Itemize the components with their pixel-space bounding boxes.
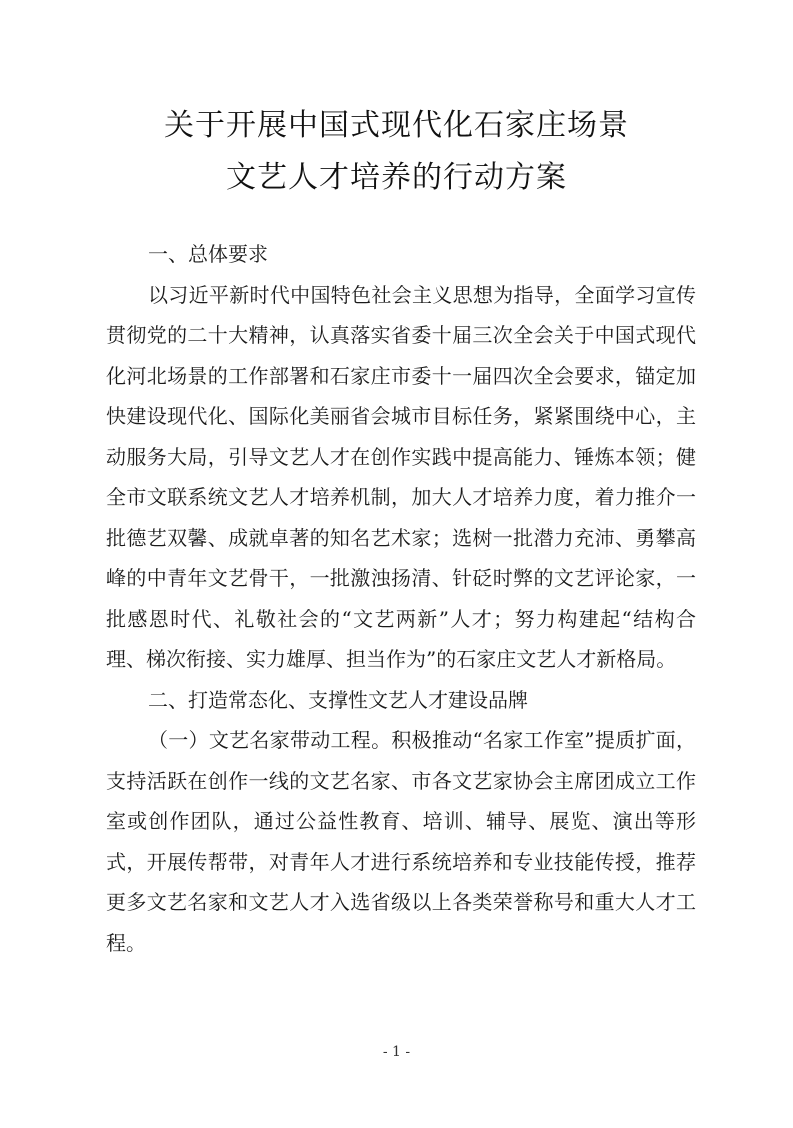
document-body	[106, 234, 696, 963]
section-1-paragraph: 以习近平新时代中国特色社会主义思想为指导，全面学习宣传贯彻党的二十大精神，认真落实省委十届三次全会关于中国式现代化河北场景的工作部署和石家庄市委十一届四次全会要求，锚定加快建设现代化、国际化美丽省会城市目标任务，紧紧围绕中心，主动服务大局，引导文艺人才在创作实践中提高能力、锤炼本领；健全市文联系统文艺人才培养机制，加大人才培养力度，着力推介一批德艺双馨、成就卓著的知名艺术家；选树一批潜力充沛、勇攀高峰的中青年文艺骨干，一批激浊扬清、针砭时弊的文艺评论家，一批感恩时代、礼敬社会的“文艺两新”人才；努力构建起“结构合理、梯次衔接、实力雄厚、担当作为”的石家庄文艺人才新格局。	[106, 282, 696, 671]
section-2-item-1-lead: （一）文艺名家带动工程。	[148, 728, 392, 752]
section-2-heading: 二、打造常态化、支撑性文艺人才建设品牌	[148, 687, 528, 712]
section-2-item-1-paragraph	[106, 720, 696, 963]
section-2-item-1-text: 积极推动“名家工作室”提质扩面，支持活跃在创作一线的文艺名家、市各文艺家协会主席团成立工作室或创作团队，通过公益性教育、培训、辅导、展览、演出等形式，开展传帮带，对青年人才进行系统培养和专业技能传授，推荐更多文艺名家和文艺人才入选省级以上各类荣誉称号和重大人才工程。	[106, 728, 697, 955]
page-number: - 1 -	[382, 1044, 411, 1060]
section-1-heading: 一、总体要求	[148, 242, 268, 266]
document-title-line-2: 文艺人才培养的行动方案	[226, 160, 567, 195]
document-title-line-1: 关于开展中国式现代化石家庄场景	[164, 108, 629, 143]
